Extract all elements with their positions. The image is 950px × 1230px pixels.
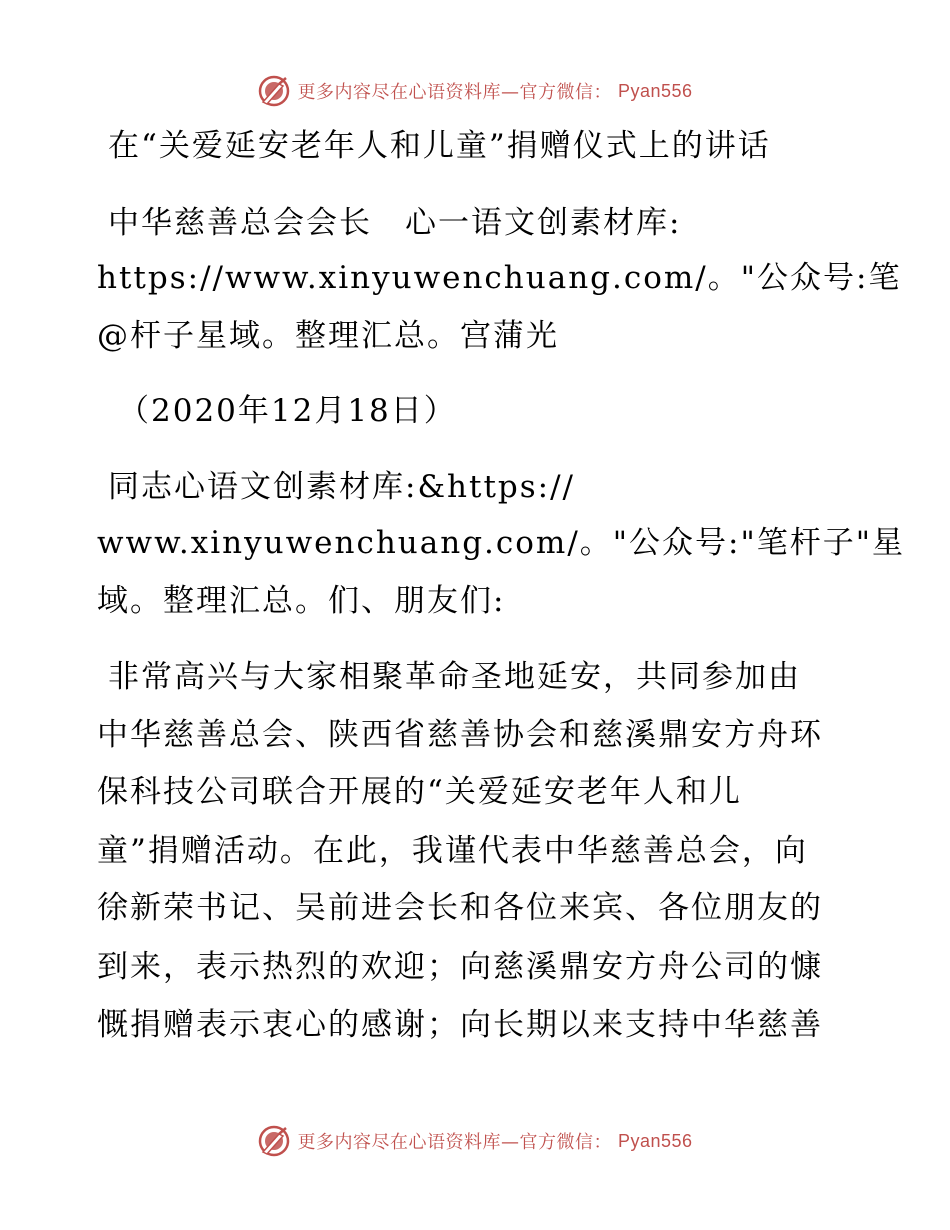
- byline-line: https://www.xinyuwenchuang.com/。"公众号:笔: [97, 260, 902, 296]
- byline-line: @杆子星域。整理汇总。宫蒲光: [97, 318, 559, 354]
- quill-pen-icon: [257, 74, 291, 108]
- salutation-line: www.xinyuwenchuang.com/。"公众号:"笔杆子"星: [97, 525, 905, 561]
- watermark-wechat-id: Pyan556: [617, 1130, 693, 1151]
- body-line: 到来，表示热烈的欢迎；向慈溪鼎安方舟公司的慷: [97, 949, 823, 985]
- body-line: 中华慈善总会、陕西省慈善协会和慈溪鼎安方舟环: [97, 717, 823, 753]
- salutation-line: 域。整理汇总。们、朋友们:: [97, 583, 506, 619]
- watermark-brand-text: 更多内容尽在心语资料库—官方微信：: [297, 1132, 612, 1153]
- footer-watermark: [0, 1121, 950, 1161]
- speech-date: （2020年12月18日）: [118, 393, 457, 429]
- watermark-brand-text: 更多内容尽在心语资料库—官方微信：: [297, 82, 612, 103]
- body-line: 慨捐赠表示衷心的感谢；向长期以来支持中华慈善: [97, 1007, 823, 1043]
- body-line: 童”捐赠活动。在此，我谨代表中华慈善总会，向: [97, 833, 808, 869]
- document-title: 在“关爱延安老年人和儿童”捐赠仪式上的讲话: [108, 128, 771, 164]
- body-line: 非常高兴与大家相聚革命圣地延安，共同参加由: [108, 659, 801, 695]
- watermark-wechat-id: Pyan556: [617, 80, 693, 101]
- header-watermark: [0, 71, 950, 111]
- salutation-line: 同志心语文创素材库:&https://: [108, 469, 576, 505]
- body-line: 保科技公司联合开展的“关爱延安老年人和儿: [97, 774, 742, 810]
- body-line: 徐新荣书记、吴前进会长和各位来宾、各位朋友的: [97, 890, 823, 926]
- byline-line: 中华慈善总会会长 心一语文创素材库:: [108, 205, 682, 241]
- quill-pen-icon: [257, 1124, 291, 1158]
